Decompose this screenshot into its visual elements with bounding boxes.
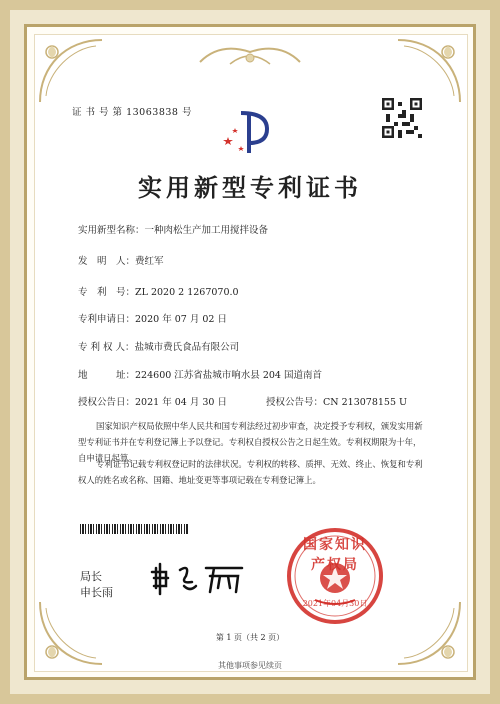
field-value: 2021 年 04 月 30 日 bbox=[135, 397, 227, 408]
field-label: 专利申请日： bbox=[78, 314, 136, 325]
page-number: 第 1 页（共 2 页） bbox=[215, 633, 285, 642]
top-ornament-icon bbox=[190, 38, 310, 72]
field-value: 一种肉松生产加工用搅拌设备 bbox=[144, 225, 269, 236]
field-address bbox=[78, 367, 322, 381]
field-label: 授权公告日： bbox=[78, 397, 136, 408]
field-value: 盐城市费氏食品有限公司 bbox=[134, 342, 240, 353]
qr-code-icon bbox=[382, 98, 422, 138]
field-value: 费红军 bbox=[135, 256, 164, 267]
signature-icon bbox=[150, 558, 250, 598]
barcode-icon bbox=[80, 524, 188, 534]
director-name: 申长雨 bbox=[80, 586, 113, 599]
field-label: 实用新型名称： bbox=[78, 225, 145, 236]
field-utility-model-name bbox=[78, 222, 268, 236]
seal-text: 国家知识产权局 bbox=[303, 537, 367, 573]
patent-emblem-icon bbox=[215, 107, 281, 157]
field-filing-date bbox=[78, 311, 227, 325]
field-grant-date bbox=[78, 394, 227, 408]
footer-note: 其他事项参见续页 bbox=[218, 661, 282, 670]
field-label: 专 利 号： bbox=[78, 287, 136, 298]
field-patent-number bbox=[78, 284, 239, 298]
field-patentee bbox=[78, 339, 239, 353]
corner-ornament-icon bbox=[36, 36, 106, 106]
field-label: 地 址： bbox=[78, 370, 136, 381]
certificate-paragraph-2: 专利证书记载专利权登记时的法律状况。专利权的转移、质押、无效、终止、恢复和专利权人的姓名或名称、国籍、地址变更等事项记载在专利登记簿上。 bbox=[78, 459, 423, 485]
certificate-number bbox=[72, 104, 192, 118]
field-value: 224600 江苏省盐城市响水县 204 国道南首 bbox=[135, 370, 322, 381]
field-value: ZL 2020 2 1267070.0 bbox=[135, 287, 239, 298]
director-title: 局长 bbox=[80, 570, 102, 583]
seal-date: 2021年04月30日 bbox=[302, 599, 368, 608]
field-value: CN 213078155 U bbox=[323, 397, 408, 408]
certificate-title: 实用新型专利证书 bbox=[138, 173, 362, 202]
field-label: 授权公告号： bbox=[266, 397, 324, 408]
field-inventor bbox=[78, 253, 164, 267]
field-grant-number bbox=[266, 394, 407, 408]
field-label: 发 明 人： bbox=[78, 256, 136, 267]
field-label: 专 利 权 人： bbox=[78, 342, 135, 353]
certificate-number-suffix: 号 bbox=[181, 107, 192, 118]
certificate-number-label: 证 书 号 第 bbox=[72, 107, 123, 118]
certificate-number-value: 13063838 bbox=[126, 107, 179, 118]
field-value: 2020 年 07 月 02 日 bbox=[135, 314, 227, 325]
certificate-paragraph-1: 国家知识产权局依照中华人民共和国专利法经过初步审查，决定授予专利权，颁发实用新型专利证书并在专利登记簿上予以登记。专利权自授权公告之日起生效。专利权期限为十年，自申请日起算。 bbox=[78, 421, 423, 463]
corner-ornament-icon bbox=[394, 36, 464, 106]
